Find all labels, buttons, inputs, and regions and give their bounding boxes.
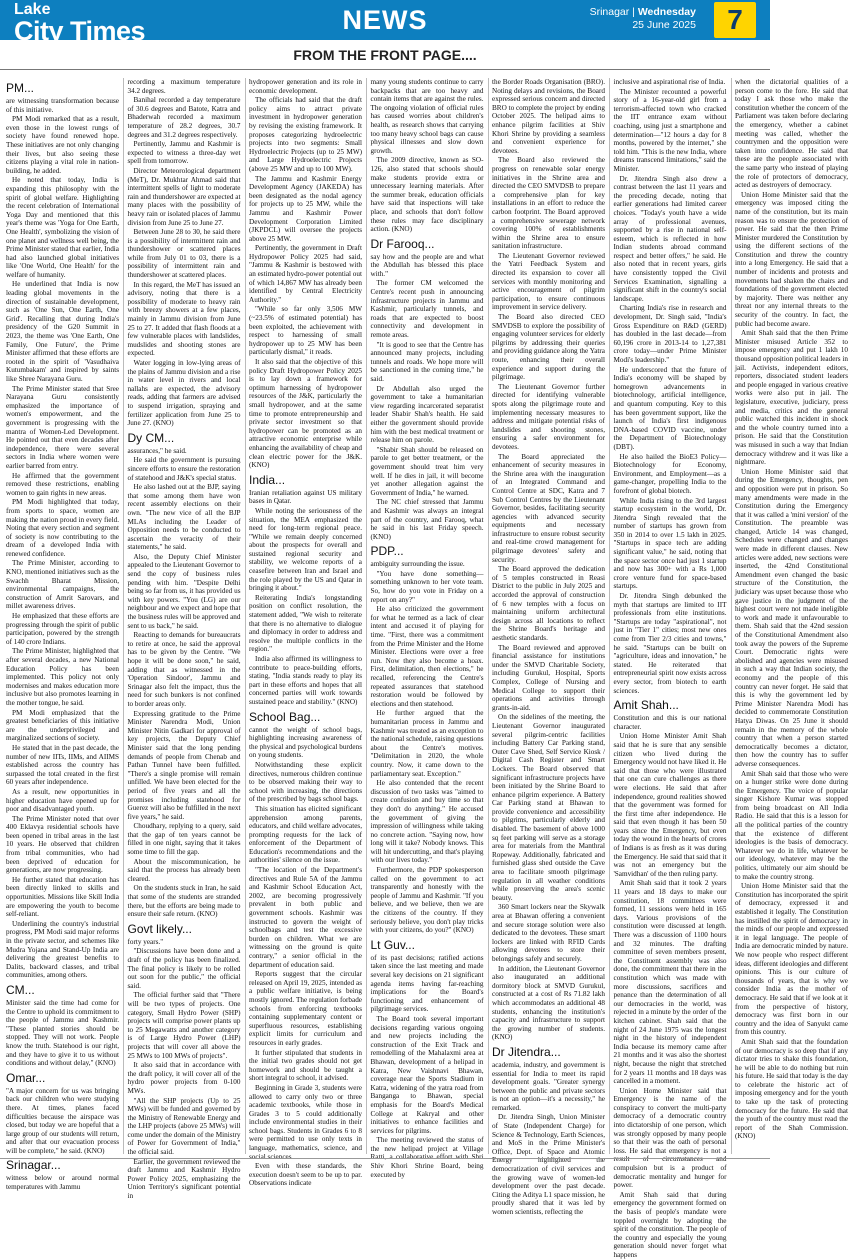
- story-kicker[interactable]: Dy CM...: [127, 430, 175, 445]
- story-paragraph: Water logging in low-lying areas of the plains of Jammu division and a rise in water level in rivers and local nallahs are expected, the advisory reads, adding that farmers are advised to suspend irrigation, spraying and fertilizer application from June 25 to June 27. (KNO): [127, 359, 241, 428]
- story-paragraph: He further stated that education has been directly linked to skills and opportunities. Missions like Skill India are empowering the youth to become self-reliant.: [6, 875, 119, 919]
- story-paragraph: Pertinently, Jammu and Kashmir is expected to witness a three-day wet spell from tomorrow.: [127, 140, 241, 166]
- story-kicker[interactable]: School Bag...: [249, 709, 321, 724]
- story-paragraph: It also said that the objective of this policy Draft Hydropower Policy 2025 is to lay down a framework for optimum harnessing of hydropower resources of the J&K, particularly the small hydropower, and at the same time to promote entrepreneurship and private sector investment so that hydropower can be promoted as an attractive economic enterprise while enhancing the availability of cheap and clean electric power for the J&K. (KNO): [249, 358, 362, 470]
- story-paragraph: The Board reviewed and approved financial assistance for institutions under the SMVD Charitable Society, including Gurukul, Hospital, Sports Complex, College of Nursing and Medical College to support their operations and activities through grants-in-aid.: [492, 643, 605, 712]
- story-paragraph: About the miscommunication, he said that the process has already been cleared.: [127, 857, 241, 883]
- story-paragraph: recording a maximum temperature 34.2 degrees.: [127, 78, 241, 95]
- story-paragraph: The Minister recounted a powerful story of a 16-year-old girl from a terrorism-affected town who cracked the IIT entrance exam without coaching, using just a smartphone and determination—"12 hours a day for 8 months, powered by the internet," she told him. "This is the new India, where dreams transcend limitations," said the Minister.: [613, 87, 727, 173]
- story-paragraph: Earlier, the government reviewed the draft Jammu and Kashmir Hydro Power Policy 2025, emphasizing the Union Territory's significant potential in: [127, 1157, 241, 1201]
- story-paragraph: Union Home Minister said that during the Emergency, thoughts, pen and opposition were put in prison. So many amendments were made in the Constitution during the Emergency that it was called a 'mini version' of the Constitution. The preamble was changed, Article 14 was changed, Schedules were changed and changes were made in different clauses. New articles were added, new sections were inserted, the 42nd Constitutional Amendment even changed the basic structure of the Constitution, the judiciary was upset because those who gave justice in the judgment of the highest court were not made ineligible to work and made it unfavourable to them. Shah said that the 42nd session of the Constitutional Amendment also took away the powers of the Supreme Court. Democratic rights were abolished and agencies were misused in such a way that Indian society, the economy and the people of this country can never forget. He said that this is why the government led by Prime Minister Narendra Modi has decided to commemorate Constitution Hatya Diwas. On 25 June it should remain in the memory of the whole country that when a person started democratically becomes a dictator, then how the country has to suffer adverse consequences.: [735, 467, 848, 768]
- column-divider: [731, 78, 732, 1154]
- story-kicker[interactable]: CM...: [6, 982, 35, 997]
- story-paragraph: As a result, new opportunities in higher education have opened up for poor and disadvantaged youth.: [6, 787, 119, 814]
- story-paragraph: Director Meteorological department (MeT), Dr. Mukhtar Ahmad said that intermittent spells of light to moderate rain and thundershower are expected at many places with the possibility of heavy rain or isolated places of Jammu division from June 25 to June 27.: [127, 166, 241, 227]
- story-paragraph: 360 Smart lockers near the Skywalk area at Bhawan offering a convenient and secure storage solution were also dedicated to the devotees. These smart lockers are linked with RFID Cards allowing devotees to store their belongings safely and securely.: [492, 903, 605, 963]
- story-paragraph: Notwithstanding these explicit directives, numerous children continue to be observed making their way to school with increasing, the directions of the prescribed by bags school bags.: [249, 760, 362, 804]
- story-paragraph: On the sidelines of the meeting, the Lieutenant Governor inaugurated several pilgrim-centric facilities including Battery Car Parking stand, Outer Cave Shed, Self Service Kiosk / Digital Cash Register and Smart Lockers. The Board observed that significant infrastructure projects have been initiated by the Shrine Board to enhance pilgrim experience. A Battery Car Parking stand at Bhawan to provide convenience and accessibility to pilgrims, particularly elderly and disabled. The basement of above 1000 sq feet parking will serve as a storage area for materials from the Manthral Ropeway. Additionally, fabricated and furnished glass shed outside the Cave area to facilitate smooth pilgrimage regulation in all weather conditions while preserving the area's scenic beauty.: [492, 713, 605, 902]
- story-paragraph: the Border Roads Organisation (BRO). Noting delays and revisions, the Board expressed serious concern and directed BRO to complete the project by ending October 2025. The helipad aims to enhance pilgrim facilities at Shiv Khori Shrine by providing a seamless and convenient experience for devotees.: [492, 78, 605, 155]
- news-column: [127, 78, 241, 1201]
- column-divider: [609, 78, 610, 1154]
- story-paragraph: While noting the seriousness of the situation, the MEA emphasized the need for long-term regional peace. "While we remain deeply concerned about the prospects for overall and sustained regional security and stability, we welcome reports of a ceasefire between Iran and Israel and the role played by the US and Qatar in bringing it about.": [249, 506, 362, 593]
- story-paragraph: The Jammu and Kashmir Energy Development Agency (JAKEDA) has been designated as the nodal agency for projects up to 25 MW, while the Jammu and Kashmir Power Development Corporation Limited (JKPDCL) will oversee the projects above 25 MW.: [249, 174, 362, 243]
- column-divider: [123, 78, 124, 1154]
- story-paragraph: Reiterating India's longstanding position on conflict resolution, the statement added, "We wish to reiterate that there is no alternative to dialogue and diplomacy in order to address and resolve the multiple conflicts in the region.": [249, 593, 362, 654]
- story-paragraph: The Board took several important decisions regarding various ongoing and new projects including the construction of the Exit Track and remodelling of the Mahalaxmi area at Bhawan, development of a helipad in Katra, New Vaishnavi Bhawan, coverage near the Sports Stadium in Katra, widening of the yatra road from Banganga to Bhawan, special emphasis for the Board's Medical College at Kakryal and other initiatives to enhance facilities and services for pilgrims.: [370, 1014, 484, 1135]
- story-paragraph: PM Modi emphasized that the greatest beneficiaries of this initiative are the underprivileged and marginalized sections of society.: [6, 708, 119, 743]
- story-paragraph: academia, industry, and government is essential for India to meet its rapid development goals. "Greater synergy between the public and private sectors is not an option—it's a necessity," he remarked.: [492, 1060, 605, 1112]
- logo-top-text: Lake: [14, 1, 51, 18]
- story-paragraph: Beginning in Grade 3, students were allowed to carry only two or three academic textbooks, while those in Grades 3 to 5 could additionally include environmental studies in their school bags. Students in Grades 6 to 8 were permitted to use only texts in language, mathematics, science, and social sciences.: [249, 1083, 362, 1161]
- story-paragraph: In addition, the Lieutenant Governor also inaugurated an additional dormitory block at SMVD Gurukul, constructed at a cost of Rs 71.82 lakh which accommodates an additional 48 students, enhancing the institution's capacity and infrastructure to support the growing number of students. (KNO): [492, 964, 605, 1042]
- story-kicker[interactable]: India...: [249, 472, 286, 487]
- story-paragraph: "All the SHP projects (Up to 25 MWs) will be funded and governed by the Ministry of Renewable Energy and the LHP projects (above 25 MWs) will come under the domain of the Ministry of Power for Government of India," the official said.: [127, 1096, 241, 1157]
- story-paragraph: The Board appreciated the enhancement of security measures in the Shrine area with the inauguration of an Integrated Command and Control Centre at SDC, Katra and 7 Sub Control Centres by the Lieutenant Governor, besides, facilitating security agencies with advanced security equipments and necessary infrastructure to ensure robust security and real-time crowd management for pilgrimage devotees' safety and security.: [492, 452, 605, 564]
- story-paragraph: The Lieutenant Governor further directed for identifying vulnerable spots along the pilgrimage route and implementing necessary measures to address and mitigate potential risks of landslides and shooting stones, ensuring a safer environment for devotees.: [492, 382, 605, 451]
- story-paragraph: He noted that today, India is expanding this philosophy with the spirit of global welfare. Highlighting the recent celebration of International Yoga Day and mentioned that this year's theme was 'Yoga for One Earth, One Health', symbolizing the vision of one planet and wellness well being, the Prime Minister stated that earlier, India had also launched global initiatives like 'One World, One Health' for the welfare of humanity.: [6, 176, 119, 279]
- story-paragraph: Amit Shah said that it took 2 years 11 years and 18 days to make our constitution, 18 committees were formed, 11 sessions were held in 165 days. Various provisions of the constitution were discussed at length. There was a discussion of 1100 hours and 32 minutes. The drafting committee of seven members present, the Constituent assembly was also done, the commitment that there in the constitution which was made with more discussions, sacrifices and penance than the determination of all our democracies in the world, was rejected in a minute by the order of the kitchen cabinet. Shah said that the night of 24 June 1975 was the longest night in the history of independent India because its memory came after 21 months and it was also the shortest night, because the night that stretched for 2 years 11 months and 18 days was cancelled in a moment.: [613, 879, 727, 1086]
- story-paragraph: Amit Shah said that the then Prime Minister misused Article 352 to impose emergency and put 1 lakh 10 thousand opposition political leaders in jail. Activists, independent editors, reporters, dissociated student leaders and people engaged in various creative works were also put in jail. The legislature, executive, judiciary, press and media, critics and the general public watched this incident in shock and the whole country turned into a prison. He said that the Constitution was misused in such a way that Indian democracy withdrew and it was like a nightmare.: [735, 329, 848, 467]
- story-paragraph: Charting India's rise in research and development, Dr. Singh said, "India's Gross Expenditure on R&D (GERD) has doubled in the last decade—from 60,196 crore in 2013-14 to 1,27,381 crore today—under Prime Minister Modi's leadership.": [613, 304, 727, 364]
- subhead-title: FROM THE FRONT PAGE....: [293, 47, 477, 63]
- story-paragraph: He stated that in the past decade, the number of new IITs, IIMs, and AIIMS established across the country has surpassed the total created in the first 60 years after independence.: [6, 743, 119, 787]
- story-paragraph: Between June 28 to 30, he said there is a possibility of intermittent rain and thundershower or scattered places while from July 01 to 03, there is a possibility of intermittent rain and thundershower at scattered places.: [127, 228, 241, 280]
- story-paragraph: witness below or around normal temperatures with Jammu: [6, 1174, 119, 1192]
- story-kicker[interactable]: Srinagar...: [6, 1158, 61, 1173]
- story-paragraph: The former CM welcomed the Centre's recent push in announcing infrastructure projects in Jammu and Kashmir, particularly tunnels, and roads that are expected to boost connectivity and development in remote areas.: [370, 279, 484, 340]
- story-paragraph: ambiguity surrounding the issue.: [370, 560, 465, 569]
- story-paragraph: Underlining the country's industrial progress, PM Modi said major reforms in the private sector, and schemes like Mudra Yojana and Stand-Up India are delivering the greatest benefits to Dalits, backward classes, and tribal communities, among others.: [6, 919, 119, 980]
- news-column: [492, 78, 605, 1216]
- story-paragraph: Pertinently, the government in Draft Hydropower Policy 2025 had said, "Jammu & Kashmir is bestowed with an estimated hydro-power potential out of which 14,867 MW has already been identified by Central Electricity Authority.": [249, 244, 362, 304]
- story-kicker[interactable]: Dr Farooq...: [370, 236, 435, 251]
- story-paragraph: "It is good to see that the Centre has announced many projects, including tunnels and roads. We hope more will be sanctioned in the coming time," he said.: [370, 340, 484, 383]
- story-paragraph: This situation has elicited significant apprehension among parents, educators, and child welfare advocates, prompting requests for the lack of enforcement of the Department of Education's recommendations and the authorities' silence on the issue.: [249, 804, 362, 865]
- story-paragraph: Constitution and this is our national character.: [613, 714, 727, 731]
- story-paragraph: On the students stuck in Iran, he said that some of the students are stranded there, but the efforts are being made to ensure their safe return. (KNO): [127, 884, 241, 919]
- story-paragraph: cannot the weight of school bags, highlighting increasing awareness of the physical and psychological burdens on young students.: [249, 725, 362, 760]
- story-paragraph: Banihal recorded a day temperature of 30.6 degrees and Batote, Katra and Bhaderwah recorded a maximum temperature of 28.2 degrees, 30.7 degrees and 31.2 degrees respectively.: [127, 96, 241, 139]
- story-paragraph: The NC chief stressed that Jammu and Kashmir was always an integral part of the country, and Farooq, what he said in his last Friday speech. (KNO): [370, 498, 484, 541]
- story-paragraph: The Board approved the dedication of 5 temples constructed in Reasi District to the public in July 2025 and accorded the approval of construction of 6 new temples with a focus on maintaining uniform architectural design across all locations to reflect the Shrine Board's heritage and aesthetic standards.: [492, 565, 605, 642]
- story-kicker[interactable]: Omar...: [6, 1070, 46, 1085]
- news-column: [735, 78, 848, 1154]
- story-paragraph: Iranian retaliation against US military bases in Qatar.: [249, 488, 362, 506]
- masthead: [0, 0, 770, 46]
- story-paragraph: In this regard, the MeT has issued an advisory, noting that there is a possibility of moderate to heavy rain with breezy showers at a few places, mainly in Jammu division from June 25 to 27. It added that flash floods at a few vulnerable places with landslides, mudslides and shooting stones are expected.: [127, 280, 241, 358]
- story-paragraph: say how and the people are and what the Abdullah has blessed this place with.": [370, 252, 484, 278]
- story-paragraph: Even with these standards, the execution doesn't seem to be up to par. Observations indicate: [249, 1162, 362, 1188]
- story-kicker[interactable]: Dr Jitendra...: [492, 1044, 561, 1059]
- story-paragraph: when the dictatorial qualities of a person come to the fore. He said that today I ask those who make the constitution whether the concern of the Parliament was taken before declaring the emergency, whether a cabinet meeting was called, whether the countrymen and the opposition were taken into confidence. He said that these are the people associated with the same party who instead of playing the role of protectors of democracy, acted as destroyers of democracy.: [735, 78, 848, 190]
- dateline-date: 25 June 2025: [632, 19, 696, 31]
- story-paragraph: many young students continue to carry backpacks that are too heavy and contain items that are against the rules. The ongoing violation of official rules has caused worries about children's health, as research shows that carrying too many heavy school bags can cause physical illnesses and slow down growth.: [370, 78, 484, 155]
- story-paragraph: The meeting reviewed the status of the new helipad project at Village Ratti, a collaborative effort with Shri Shiv Khori Shrine Board, being executed by: [370, 1136, 484, 1179]
- dateline-day: Wednesday: [637, 6, 696, 18]
- story-paragraph: inclusive and aspirational rise of India.: [613, 78, 726, 86]
- story-paragraph: The Board also reviewed the progress on renewable solar energy initiatives in the Shrine area and directed the CEO SMVDSB to prepare a comprehensive plan for key installations in an effort to reduce the carbon footprint. The Board approved a comprehensive sewerage network covering 100% of establishments within the Shrine area to ensure sanitation infrastructure.: [492, 156, 605, 251]
- story-kicker[interactable]: Amit Shah...: [613, 698, 679, 713]
- news-column: [249, 78, 362, 1188]
- story-kicker[interactable]: PM...: [6, 81, 35, 95]
- story-kicker[interactable]: Lt Guv...: [370, 937, 415, 952]
- story-paragraph: Amit Shah said that during emergency the government formed on the basis of people's mandate were toppled overnight by adopting the spirit of the constitution. The people of the country and especially the young generation should never forget what happens: [613, 1190, 727, 1259]
- story-paragraph: Dr Abdullah also urged the government to take a humanitarian view regarding incarcerated separatist leader Shabir Shah's health. He said either the government should provide him with the best medical treatment or release him on parole.: [370, 384, 484, 445]
- page-number: 7: [714, 2, 756, 38]
- story-paragraph: It further stipulated that students in the initial two grades should not get homework and should be taught a short integral to school, it advised.: [249, 1048, 362, 1083]
- news-column: [370, 78, 484, 1179]
- story-paragraph: PM Modi remarked that as a result, even those in the lowest rungs of society have found renewed hope. These initiatives are not only changing their lives, but also seeing these citizens playing a vital role in nation-building, he added.: [6, 115, 119, 175]
- column-divider: [245, 78, 246, 1154]
- story-paragraph: The Prime Minister noted that over 400 Eklavya residential schools have been opened in tribal areas in the last 10 years. He observed that children from tribal communities, who had been deprived of education for generations, are now progressing.: [6, 814, 119, 875]
- story-paragraph: He also criticized the government for what he termed as a lack of clear intent and accused it of playing for time. "First, there was a commitment from the Prime Minister and the Home Minister. Elections were over a free run. Now they also become a hoax. First, delimitation, then elections," he recalled, referencing the Centre's repeated assurances that statehood restoration would be followed by elections and then statehood.: [370, 605, 484, 708]
- story-paragraph: Choudhary, replying to a query, said that the gap of ten years cannot be filled in one night, saying that it takes some time to fill the gap.: [127, 822, 241, 857]
- story-paragraph: He said the government is pursuing sincere efforts to ensure the restoration of statehood and J&K's special status.: [127, 456, 241, 482]
- section-title: NEWS: [342, 5, 428, 35]
- story-paragraph: "A major concern for us was bringing back our children who were studying there. At times, planes faced difficulties because the airspace was closed, but today we are hopeful that a large group of our students will return, and after that our evacuation process will be complete," he said. (KNO): [6, 1086, 119, 1155]
- story-paragraph: "You have done something—something unknown to her vote team. So, how do you vote in Friday on a report on any?": [370, 569, 484, 604]
- column-divider: [366, 78, 367, 1154]
- dateline-city: Srinagar: [589, 6, 630, 18]
- story-paragraph: The Prime Minister, according to KNO, mentioned initiatives such as the Swachh Bharat Mission, environmental campaigns, the construction of Amrit Sarovars, and millet awareness drives.: [6, 559, 119, 611]
- story-paragraph: The Prime Minister stated that Sree Narayana Guru consistently emphasized the importance of women's empowerment, and the government is progressing with the mantra of Women-Led Development. He pointed out that even decades after independence, there were several sectors in India where women were earlier barred from entry.: [6, 384, 119, 470]
- story-paragraph: The officials had said that the draft policy aims to attract private investment in hydropower generation by revising the existing framework. It proposes categorizing hydroelectric projects into two segments: Small Hydroelectric Projects (up to 25 MW) and Large Hydroelectric Projects (above 25 MW and up to 100 MW).: [249, 96, 362, 173]
- story-paragraph: forty years.": [127, 937, 164, 946]
- story-paragraph: Reports suggest that the circular released on April 19, 2025, intended as a public welfare initiative, is being mostly ignored. The regulation forbade schools from enforcing textbooks containing supplementary content or superfluous resources, establishing explicit limits for curriculum and resources in early grades.: [249, 970, 362, 1047]
- story-paragraph: Amit Shah said that the foundation of our democracy is so deep that if any dictator tries to shake this foundation, he will be able to do nothing but ruin his future. He said that today is the day to celebrate the historic act of imposing emergency and for the youth to take up the task of protecting democracy for the future. He said that the youth of the country must read the report of the Shah Commission. (KNO): [735, 1037, 848, 1141]
- footer-rule: [0, 1158, 770, 1172]
- story-paragraph: PM Modi highlighted that today, from sports to space, women are making the nation proud in every field. Noting that every section and segment of society is now contributing to the dream of a developed India with renewed confidence.: [6, 498, 119, 558]
- story-paragraph: "While so far only 3,506 MW (~23.5% of estimated potential) has been exploited, the achievement with respect to harnessing of small hydropower up to 25 MW has been particularly dismal," it reads.: [249, 305, 362, 357]
- story-kicker[interactable]: PDP...: [370, 544, 404, 559]
- story-paragraph: India also affirmed its willingness to contribute to peace-building efforts, stating, "India stands ready to play its part in these efforts and hopes that all concerned parties will work towards sustained peace and stability." (KNO): [249, 655, 362, 706]
- story-paragraph: Dr. Jitendra Singh, Union Minister of State (Independent Charge) for Science & Technology, Earth Sciences, and MoS in the Prime Minister's Office, Dept. of Space and Atomic Energy highlighted the democratization of civil services and the growing wave of women-led development over the past decade. Citing the Aditya L1 space mission, he proudly shared that it was led by women scientists, reflecting the: [492, 1113, 605, 1216]
- story-paragraph: Reacting to demands for bureaucrats to retire at once, he said the approval has to be given by the Centre. "We hope it will be done soon," he said, adding that as witnessed in the 'Operation Sindoor', Jammu and Srinagar also felt the impact, thus the need for such bunkers is not confined to border areas only.: [127, 631, 241, 708]
- story-paragraph: Dr. Jitendra Singh also drew a contrast between the last 11 years and the preceding decade, noting that earlier generations had limited career choices. "Today's youth have a wide array of professional avenues, supported by a rise in national self-esteem, which is reflected in how Indian students abroad command respect and better offers," he said. He also noted that in recent years, girls have consistently topped the Civil Services Examination, signalling a significant shift in the country's social landscape.: [613, 174, 727, 303]
- column-divider: [488, 78, 489, 1154]
- story-paragraph: Furthermore, the PDP spokesperson called on the government to act transparently and honestly with the people of Jammu and Kashmir. "If you believe, and we believe, then we are the citizens of the country. If they seriously believe, you don't play tricks with your citizens, do you?" (KNO): [370, 866, 484, 935]
- story-paragraph: "Shabir Shah should be released on parole to get better treatment, or the government should treat him very well. If he dies in jail, it will become yet another allegation against the Government of India," he warned.: [370, 445, 484, 497]
- story-paragraph: Union Home Minister Amit Shah said that he is sure that any sensible citizen who lived during the Emergency would not have liked it. He said that those who were illustrated that one can cure challenges as there were elections. He said that after independence, ground realities showed that the government was formed for the first time after independence. He said that even though it has been 50 years since the Emergency, but even today the wound in the hearts of crores of Indians is as fresh as it was during the Emergency. He said that said that it was not an emergency but the 'Samvidhan' of the then ruling party.: [613, 732, 727, 878]
- story-kicker[interactable]: Govt likely...: [127, 921, 192, 936]
- story-paragraph: The official further said that "There will be two types of projects. One category, Small Hydro Power (SHP) projects will comprise power plants up to 25 Megawatts and another category is of Large Hydro Power (LHP) projects that will cover all above the 25 MWs to 100 MWs of projects".: [127, 991, 241, 1060]
- story-paragraph: The Prime Minister, highlighted that after several decades, a new National Education Policy has been implemented. This policy not only modernises and makes education more inclusive but also promotes learning in the mother tongue, he said.: [6, 647, 119, 707]
- story-paragraph: It also said that in accordance with the draft policy, it will cover all of the hydro power projects from 0-100 MWs.: [127, 1061, 241, 1095]
- news-column: [6, 78, 119, 1192]
- story-paragraph: Minister said the time had come for the Centre to uphold its commitment to the people of Jammu and Kashmir. "These planted stories should be stopped. They will not work. People know the truth. Statehood is our right, and they have to give it to us without conditions and without delay," (KNO): [6, 998, 119, 1068]
- story-paragraph: He also contended that the recent discussion of two tasks was "aimed to create confusion and buy time so that they don't do anything." He accused the government of giving the impression of willingness while taking no concrete action. "Saying now, how long will it take? Nobody knows. This will hit undercutting, and that's playing with our lives today.": [370, 779, 484, 865]
- story-paragraph: of its past decisions; ratified actions taken since the last meeting and made several key decisions on 21 significant agenda items having far-reaching implications for the Board's functioning and enhancement of pilgrimage services.: [370, 953, 484, 1014]
- story-paragraph: He affirmed that the government removed these restrictions, enabling women to gain rights in new areas.: [6, 471, 119, 497]
- story-paragraph: The 2009 directive, known as SO-126, also stated that schools should make students provide extra or unnecessary learning materials. After the summer break, education officials have said that inspections will take place, and schools that don't follow these rules may face disciplinary action. (KNO): [370, 156, 484, 234]
- story-paragraph: While India rising to the 3rd largest startup ecosystem in the world, Dr. Jitendra Singh revealed that the number of startups has grown from 350 in 2014 to over 1.5 lakh in 2025. "Startups in space tech are adding significant value," he said, noting that the space sector once had just 1 startup and now has 300+ with a Rs 1,000 crore venture fund for space-based startups.: [613, 496, 727, 591]
- story-paragraph: Union Home Minister said that the Constitution has incorporated the spirit of democracy, expressed it and established it legally. The Constitution has instilled the spirit of democracy in the minds of our people and expressed it in legal language. The people of India are democratic minded by nature. We now people who respect different ideas, different ideologies and different opinions. This is our culture of thousands of years, that is why we consider India as the mother of democracy. He said that if we look at it from the perspective of history, democracy was first born in our country and the idea of Sanyukt came from this country.: [735, 882, 848, 1037]
- logo-main-text: City Times: [14, 16, 146, 46]
- story-paragraph: Amit Shah said that those who were on a hunger strike were done during the Emergency. The voice of popular singer Kishore Kumar was stopped from being broadcast on All India Radio. He said that this is a lesson for all the political parties of the country that the existence of different ideologies is the basis of democracy. Whatever we do in life, whatever be our ideology, whatever may be the politics, ultimately our aim should be to make the country strong.: [735, 769, 848, 881]
- dateline: Srinagar | Wednesday 25 June 2025: [589, 6, 696, 31]
- story-paragraph: He further argued that the humanitarian process in Jammu and Kashmir was treated as an exception to the national schedule, raising questions about the Centre's motives. "Delimitation in 2020, the whole country. Now, it came down to the parliamentary seat. Exception.": [370, 709, 484, 778]
- story-paragraph: He also hailed the BioE3 Policy—Biotechnology for Economy, Environment, and Employment—as a game-changer, propelling India to the forefront of global biotech.: [613, 452, 727, 495]
- story-paragraph: He also lashed out at the BJP, saying that some among them have won recent assembly elections on their own. "The new vice of all the BJP MLAs including the Leader of Opposition needs to be conducted to ascertain the veracity of their statements," he said.: [127, 483, 241, 552]
- story-paragraph: "The location of the Department's directives and Rule 5A of the Jammu and Kashmir School Education Act, 2002, are becoming progressively prevalent in both public and government schools. Kashmir was instructed to govern the weight of schoolbags and test the excessive burden on children. What we are witnessing on the ground is quite contrary," a senior official in the department of education said.: [249, 866, 362, 969]
- story-paragraph: Also, the Deputy Chief Minister appealed to the Lieutenant Governor to send the copy of business rules pending with him. "Despite Delhi being so far from us, it has provided us with key powers. "You (LG) are our neighbour and we expect and hope that the business rules will be approved and sent to us back," he said.: [127, 552, 241, 630]
- story-paragraph: The Board also directed CEO SMVDSB to explore the possibility of engaging volunteer services for elderly pilgrims by addressing their queries and providing guidance along the Yatra route, enhancing their overall experience and support during the pilgrimage.: [492, 313, 605, 382]
- story-paragraph: are witnessing transformation because of this initiative.: [6, 97, 119, 114]
- story-paragraph: He underlined that India is now leading global movements in the direction of sustainable development, such as 'One Sun, One Earth, One Grid'. Recalling that during India's presidency of the G20 Summit in 2023, the theme was 'One Earth, One Family, One Future', the Prime Minister affirmed that these efforts are rooted in the spirit of 'Vasudhaiva Kutumbakam' and inspired by saints like Shree Narayana Guru.: [6, 280, 119, 383]
- story-paragraph: Expressing gratitude to the Prime Minister Narendra Modi, Union Minister Nitin Gadkari for approval of key projects, the Deputy Chief Minister said that the long pending demands of people from Chenab and Pathan Tunnel have been fulfilled. "There's a single promise will remain unfilled. We have been elected for the period of five years and all the promises including statehood for Guerez will also be fulfilled in the next five years," he said.: [127, 709, 241, 821]
- story-paragraph: He emphasized that these efforts are progressing through the spirit of public participation, powered by the strength of 140 crore Indians.: [6, 612, 119, 646]
- story-paragraph: assurances," he said.: [127, 446, 187, 455]
- story-paragraph: Union Home Minister said that Emergency is the name of the conspiracy to convert the multi-party democracy of a democratic country into dictatorship of one person, which was strongly opposed by many people so that their was the oath of personal loss. He said that emergency is not a result of circumstances and compulsion but is a product of democratic mentality and hunger for power.: [613, 1086, 727, 1190]
- news-column: [613, 78, 727, 1259]
- story-paragraph: hydropower generation and its role in economic development.: [249, 78, 362, 95]
- story-paragraph: The Lieutenant Governor reviewed the Yatri Feedback System and directed its expansion to cover all services with monthly monitoring and active encouragement of pilgrim participation, to ensure continuous improvement in service delivery.: [492, 251, 605, 312]
- story-paragraph: Dr. Jitendra Singh debunked the myth that startups are limited to IIT professionals from elite institutions. "Startups are today "aspirational", not just in "Tier 1" cities; most new ones come from Tier 2/3 cities and towns," he said. "Startups can be built on "agriculture, ideas and innovation," he stated. He reiterated that entrepreneurial spirit now exists across every sector, from biotech to earth sciences.: [613, 592, 727, 695]
- story-paragraph: Union Home Minister said that the emergency was imposed citing the name of the constitution, but its main reason was to ensure the protection of power. He said that the then Prime Minister murdered the Constitution by using the different sections of the Constitution and threw the country into a long Emergency. He said that a number of incidents and protests and movements had shaken the chairs and foundations of the government elected by majority. There was neither any threat nor any internal threats to the security of the country. In fact, the public had become aware.: [735, 190, 848, 328]
- story-paragraph: He underscored that the future of India's economy will be shaped by homegrown advancements in biotechnology, artificial intelligence, and quantum computing. Key to this has been government support, like the launch of India's first indigenous DNA-based COVID vaccine, under the Department of Biotechnology (DBT).: [613, 365, 727, 451]
- subhead-bar: [0, 42, 770, 70]
- story-paragraph: "Discussions have been done and a draft of the policy has been finalized. The final policy is likely to be rolled out soon for the public," the official said.: [127, 947, 241, 990]
